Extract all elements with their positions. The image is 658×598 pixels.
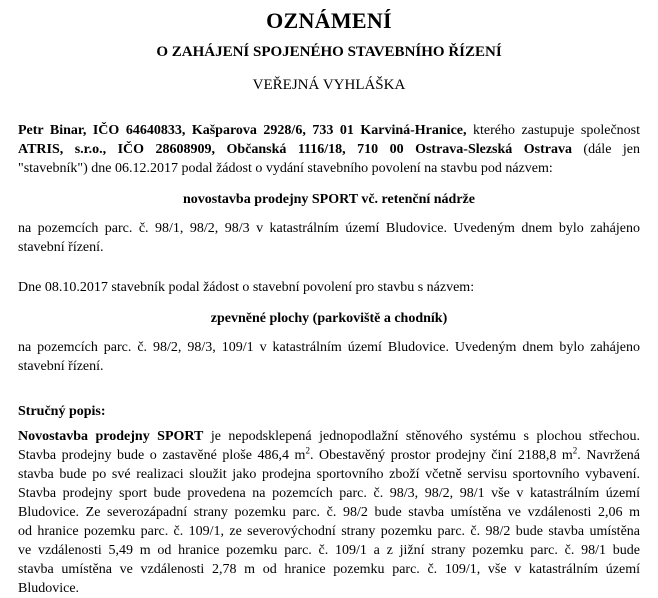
project2-line-1: na pozemcích parc. č. 98/2, 98/3, 109/1 v katastrálním území Bludovice. Uvedeným dnem bylo zahájeno bbox=[18, 340, 640, 355]
project1-line-2: stavební řízení. bbox=[18, 240, 104, 255]
description-line-2-end: . Navržená bbox=[577, 448, 640, 463]
built-area-text: Stavba prodejny bude o zastavěné ploše 486,4 m bbox=[18, 448, 306, 463]
unit-superscript: 2 bbox=[572, 445, 578, 456]
description-line-2 bbox=[18, 446, 640, 465]
document-title: OZNÁMENÍ bbox=[266, 8, 392, 33]
unit-superscript: 2 bbox=[305, 445, 310, 456]
intro-line-1-rest: kterého zastupuje společnost bbox=[466, 123, 641, 138]
intro-paragraph bbox=[18, 121, 640, 178]
project2-line-2: stavební řízení. bbox=[18, 359, 104, 374]
description-line-4: Stavba prodejny sport bude provedena na pozemcích parc. č. 98/3, 98/2, 98/1 vše v katastrálním území bbox=[18, 486, 640, 501]
project2-name: zpevněné plochy (parkoviště a chodník) bbox=[210, 311, 448, 326]
project1-name: novostavba prodejny SPORT vč. retenční nádrže bbox=[183, 192, 475, 207]
description-project-name: Novostavba prodejny SPORT bbox=[18, 429, 204, 444]
intro-line-2 bbox=[18, 140, 640, 159]
description-paragraph bbox=[18, 427, 640, 598]
second-request-paragraph bbox=[18, 278, 640, 297]
description-line-3: stavba bude po své realizaci sloužit jako prodejna sportovního zboží včetně servisu sportovního vybavení. bbox=[18, 467, 640, 482]
description-line-1-rest: je nepodsklepená jednopodlažní stěnového systému s plochou střechou. bbox=[203, 429, 640, 444]
intro-line-1 bbox=[18, 121, 640, 140]
project1-line-1: na pozemcích parc. č. 98/1, 98/2, 98/3 v katastrálním území Bludovice. Uvedeným dnem bylo zahájeno bbox=[18, 221, 640, 236]
second-request-line: Dne 08.10.2017 stavebník podal žádost o stavební povolení pro stavbu s názvem: bbox=[18, 280, 475, 295]
description-line-7: ve vzdálenosti 5,49 m od hranice pozemku parc. č. 109/1 a z jižní strany pozemku parc. č. 98/1 bude bbox=[18, 543, 640, 558]
public-notice-label: VEŘEJNÁ VYHLÁŠKA bbox=[252, 77, 406, 93]
applicant-info: Petr Binar, IČO 64640833, Kašparova 2928/6, 733 01 Karviná-Hranice, bbox=[18, 123, 467, 138]
project2-paragraph bbox=[18, 338, 640, 376]
project1-paragraph bbox=[18, 219, 640, 257]
description-line-9: Bludovice. bbox=[18, 581, 80, 596]
description-heading: Stručný popis: bbox=[18, 404, 106, 419]
intro-line-3: "stavebník") dne 06.12.2017 podal žádost o vydání stavebního povolení na stavbu pod názvem: bbox=[18, 161, 553, 176]
description-line-1 bbox=[18, 427, 640, 446]
representative-info: ATRIS, s.r.o., IČO 28608909, Občanská 1116/18, 710 00 Ostrava-Slezská Ostrava bbox=[18, 142, 572, 157]
intro-line-2-rest: (dále jen bbox=[571, 142, 640, 157]
document-subtitle: O ZAHÁJENÍ SPOJENÉHO STAVEBNÍHO ŘÍZENÍ bbox=[156, 44, 502, 60]
description-line-6: od hranice pozemku parc. č. 109/1, ze severovýchodní strany pozemku parc. č. 98/2 bude stavba umístěna bbox=[18, 524, 640, 539]
volume-text: . Obestavěný prostor prodejny činí 2188,8 m bbox=[309, 448, 573, 463]
description-line-8: stavba umístěna ve vzdálenosti 2,78 m od hranice pozemku parc. č. 109/1, vše v katastrálním území bbox=[18, 562, 640, 577]
description-line-5: Bludovice. Ze severozápadní strany pozemku parc. č. 98/2 bude stavba umístěna ve vzdálenosti 2,06 m bbox=[18, 505, 640, 520]
